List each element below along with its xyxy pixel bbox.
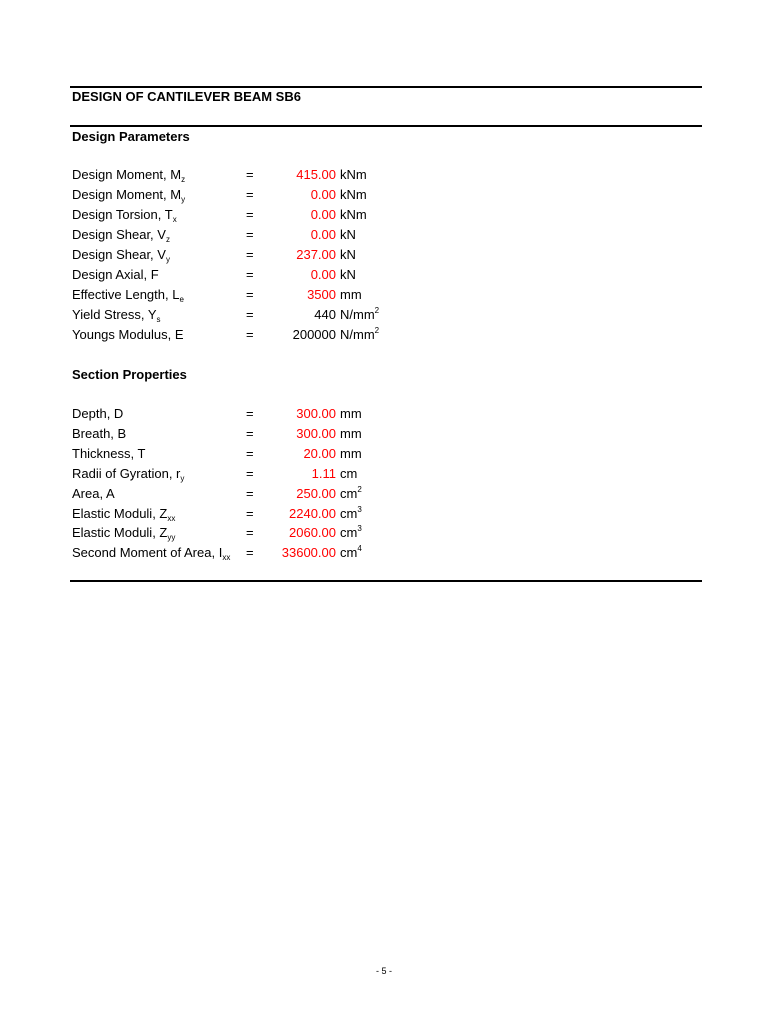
param-unit: mm	[340, 287, 362, 302]
param-label: Breath, B	[72, 426, 127, 441]
param-label: Design Shear, $V_y$	[72, 247, 170, 264]
table-row	[72, 506, 472, 526]
table-row	[72, 267, 472, 287]
param-label: Area, A	[72, 486, 115, 501]
table-row	[72, 167, 472, 187]
title-top-rule	[70, 86, 702, 88]
param-label: Thickness, T	[72, 446, 146, 461]
param-label: Yield Stress, $Y_s$	[72, 307, 161, 324]
table-row	[72, 307, 472, 327]
param-label: Design Moment, $M_z$	[72, 167, 186, 184]
equals-sign: =	[246, 167, 254, 182]
param-value: 0.00	[310, 187, 336, 202]
table-row	[72, 406, 472, 426]
equals-sign: =	[246, 307, 254, 322]
equals-sign: =	[246, 506, 254, 521]
table-row	[72, 207, 472, 227]
design-parameters-heading: Design Parameters	[72, 129, 190, 144]
equals-sign: =	[246, 287, 254, 302]
param-unit: mm	[340, 406, 362, 421]
param-value: 200000	[292, 327, 336, 342]
equals-sign: =	[246, 406, 254, 421]
param-unit: $cm^2$	[340, 485, 362, 501]
page-title: DESIGN OF CANTILEVER BEAM SB6	[72, 89, 301, 104]
param-unit: $cm^4$	[340, 544, 362, 560]
equals-sign: =	[246, 466, 254, 481]
param-label: Second Moment of Area, $I_{xx}$	[72, 545, 231, 562]
param-label: Design Torsion, $T_x$	[72, 207, 177, 224]
param-value: 237.00	[296, 247, 336, 262]
param-value: 440	[314, 307, 336, 322]
param-label: Radii of Gyration, $r_y$	[72, 466, 185, 483]
param-label: Elastic Moduli, $Z_{yy}$	[72, 525, 176, 542]
table-row	[72, 426, 472, 446]
param-unit: kN	[340, 267, 356, 282]
param-label: Design Moment, $M_y$	[72, 187, 186, 204]
param-label: Design Shear, $V_z$	[72, 227, 170, 244]
param-unit: kNm	[340, 187, 367, 202]
table-row	[72, 446, 472, 466]
equals-sign: =	[246, 426, 254, 441]
table-row	[72, 287, 472, 307]
param-unit: mm	[340, 446, 362, 461]
table-row	[72, 466, 472, 486]
equals-sign: =	[246, 446, 254, 461]
param-value: 0.00	[310, 207, 336, 222]
param-label: Effective Length, $L_e$	[72, 287, 184, 304]
equals-sign: =	[246, 267, 254, 282]
param-label: Youngs Modulus, E	[72, 327, 184, 342]
param-label: Depth, D	[72, 406, 124, 421]
param-value: 1.11	[311, 466, 336, 481]
param-value: 2240.00	[289, 506, 336, 521]
param-unit: $N/mm^2$	[340, 306, 380, 322]
param-value: 2060.00	[289, 525, 336, 540]
param-value: 300.00	[296, 406, 336, 421]
table-row	[72, 227, 472, 247]
param-unit: kNm	[340, 207, 367, 222]
param-value: 0.00	[310, 227, 336, 242]
param-value: 33600.00	[281, 545, 336, 560]
equals-sign: =	[246, 227, 254, 242]
param-value: 300.00	[296, 426, 336, 441]
param-value: 250.00	[296, 486, 336, 501]
param-unit: kN	[340, 227, 356, 242]
param-unit: mm	[340, 426, 362, 441]
title-bottom-rule	[70, 125, 702, 127]
param-unit: cm	[340, 466, 358, 481]
param-value: 0.00	[310, 267, 336, 282]
param-value: 415.00	[296, 167, 336, 182]
param-unit: $cm^3$	[340, 524, 362, 540]
page-number: - 5 -	[375, 966, 392, 976]
table-row	[72, 486, 472, 506]
table-row	[72, 327, 472, 347]
param-label: Design Axial, F	[72, 267, 159, 282]
equals-sign: =	[246, 187, 254, 202]
table-row	[72, 247, 472, 267]
table-row	[72, 525, 472, 545]
param-unit: $N/mm^2$	[340, 326, 380, 342]
equals-sign: =	[246, 327, 254, 342]
section-end-rule	[70, 580, 702, 582]
table-row	[72, 545, 472, 565]
equals-sign: =	[246, 525, 254, 540]
equals-sign: =	[246, 545, 254, 560]
equals-sign: =	[246, 247, 254, 262]
section-properties-heading: Section Properties	[72, 367, 187, 382]
param-label: Elastic Moduli, $Z_{xx}$	[72, 506, 176, 523]
param-unit: kNm	[340, 167, 367, 182]
table-row	[72, 187, 472, 207]
equals-sign: =	[246, 486, 254, 501]
param-unit: kN	[340, 247, 356, 262]
param-value: 20.00	[303, 446, 336, 461]
param-unit: $cm^3$	[340, 505, 362, 521]
equals-sign: =	[246, 207, 254, 222]
param-value: 3500	[307, 287, 336, 302]
